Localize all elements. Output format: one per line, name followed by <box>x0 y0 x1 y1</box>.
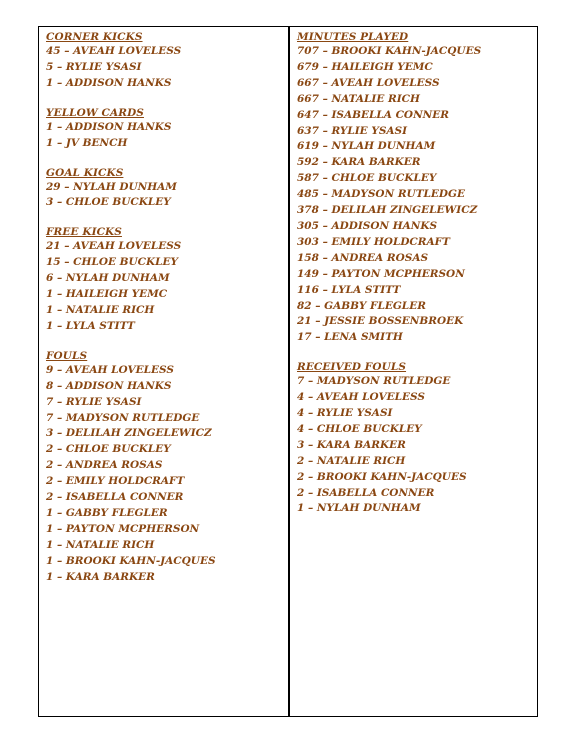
stat-entry: 3 – CHLOE BUCKLEY <box>46 196 171 209</box>
stat-entry: 7 – MADYSON RUTLEDGE <box>297 375 451 388</box>
stat-entry: 21 – AVEAH LOVELESS <box>46 240 182 253</box>
stat-entry: 5 – RYLIE YSASI <box>46 60 142 73</box>
stat-entry: 303 – EMILY HOLDCRAFT <box>297 235 450 248</box>
stat-entry: 1 – NYLAH DUNHAM <box>297 502 421 515</box>
stat-entry: 619 – NYLAH DUNHAM <box>297 140 436 153</box>
stat-entry: 45 – AVEAH LOVELESS <box>46 45 182 57</box>
stat-entry: 667 – AVEAH LOVELESS <box>297 76 440 89</box>
stat-entry: 29 – NYLAH DUNHAM <box>46 180 177 193</box>
section-free-kicks <box>46 226 288 334</box>
stat-entry: 592 – KARA BARKER <box>297 156 421 169</box>
stat-entry: 637 – RYLIE YSASI <box>297 124 408 137</box>
stats-sheet <box>38 26 538 717</box>
stat-entry: 149 – PAYTON MCPHERSON <box>297 267 465 280</box>
stat-entry: 1 – HAILEIGH YEMC <box>46 288 168 301</box>
section-corner-kicks <box>46 31 288 92</box>
stat-entry: 2 – ISABELLA CONNER <box>46 491 184 504</box>
stat-entry: 8 – ADDISON HANKS <box>46 379 172 392</box>
stat-entry: 1 – ADDISON HANKS <box>46 120 172 133</box>
section-fouls <box>46 350 288 586</box>
stat-entry: 2 – CHLOE BUCKLEY <box>46 443 171 456</box>
section-heading: RECEIVED FOULS <box>297 361 407 374</box>
section-heading: MINUTES PLAYED <box>297 31 409 43</box>
stat-entry: 116 – LYLA STITT <box>297 283 401 296</box>
stat-entry: 485 – MADYSON RUTLEDGE <box>297 188 465 201</box>
section-heading: GOAL KICKS <box>46 166 124 179</box>
section-heading: CORNER KICKS <box>46 31 143 43</box>
stat-entry: 1 – NATALIE RICH <box>46 303 155 316</box>
stat-entry: 4 – AVEAH LOVELESS <box>297 391 425 404</box>
stat-entry: 679 – HAILEIGH YEMC <box>297 60 433 73</box>
stat-entry: 7 – MADYSON RUTLEDGE <box>46 411 200 424</box>
stat-entry: 2 – BROOKI KAHN-JACQUES <box>297 470 467 483</box>
stat-entry: 378 – DELILAH ZINGELEWICZ <box>297 204 478 217</box>
stat-entry: 1 – KARA BARKER <box>46 570 155 583</box>
section-received-fouls <box>297 361 537 517</box>
stat-entry: 3 – DELILAH ZINGELEWICZ <box>46 427 212 440</box>
stat-entry: 1 – ADDISON HANKS <box>46 76 172 89</box>
section-yellow-cards <box>46 107 288 152</box>
stat-entry: 2 – ISABELLA CONNER <box>297 486 435 499</box>
stat-entry: 4 – CHLOE BUCKLEY <box>297 422 422 435</box>
stat-entry: 2 – EMILY HOLDCRAFT <box>46 475 185 488</box>
section-goal-kicks <box>46 167 288 212</box>
stat-entry: 1 – GABBY FLEGLER <box>46 506 168 519</box>
stat-entry: 9 – AVEAH LOVELESS <box>46 363 174 376</box>
section-heading: FREE KICKS <box>46 226 122 239</box>
right-column <box>290 27 537 716</box>
stat-entry: 6 – NYLAH DUNHAM <box>46 272 170 285</box>
stat-entry: 1 – NATALIE RICH <box>46 538 155 551</box>
section-minutes-played <box>297 31 537 346</box>
stat-entry: 158 – ANDREA ROSAS <box>297 251 429 264</box>
stat-entry: 3 – KARA BARKER <box>297 438 406 451</box>
stat-entry: 17 – LENA SMITH <box>297 331 403 344</box>
stat-entry: 587 – CHLOE BUCKLEY <box>297 172 437 185</box>
stat-entry: 2 – NATALIE RICH <box>297 454 406 467</box>
stat-entry: 1 – PAYTON MCPHERSON <box>46 522 200 535</box>
stat-entry: 1 – LYLA STITT <box>46 319 135 332</box>
stat-entry: 707 – BROOKI KAHN-JACQUES <box>297 45 482 57</box>
section-heading: YELLOW CARDS <box>46 106 144 119</box>
stat-entry: 647 – ISABELLA CONNER <box>297 108 449 121</box>
stat-entry: 2 – ANDREA ROSAS <box>46 459 163 472</box>
stat-entry: 1 – BROOKI KAHN-JACQUES <box>46 554 216 567</box>
stat-entry: 667 – NATALIE RICH <box>297 92 420 105</box>
stat-entry: 305 – ADDISON HANKS <box>297 219 438 232</box>
stat-entry: 7 – RYLIE YSASI <box>46 395 142 408</box>
stat-entry: 1 – JV BENCH <box>46 136 128 149</box>
left-column <box>39 27 290 716</box>
stat-entry: 82 – GABBY FLEGLER <box>297 299 426 312</box>
stat-entry: 21 – JESSIE BOSSENBROEK <box>297 315 464 328</box>
stat-entry: 15 – CHLOE BUCKLEY <box>46 256 179 269</box>
stat-entry: 4 – RYLIE YSASI <box>297 407 393 420</box>
section-heading: FOULS <box>46 349 88 362</box>
